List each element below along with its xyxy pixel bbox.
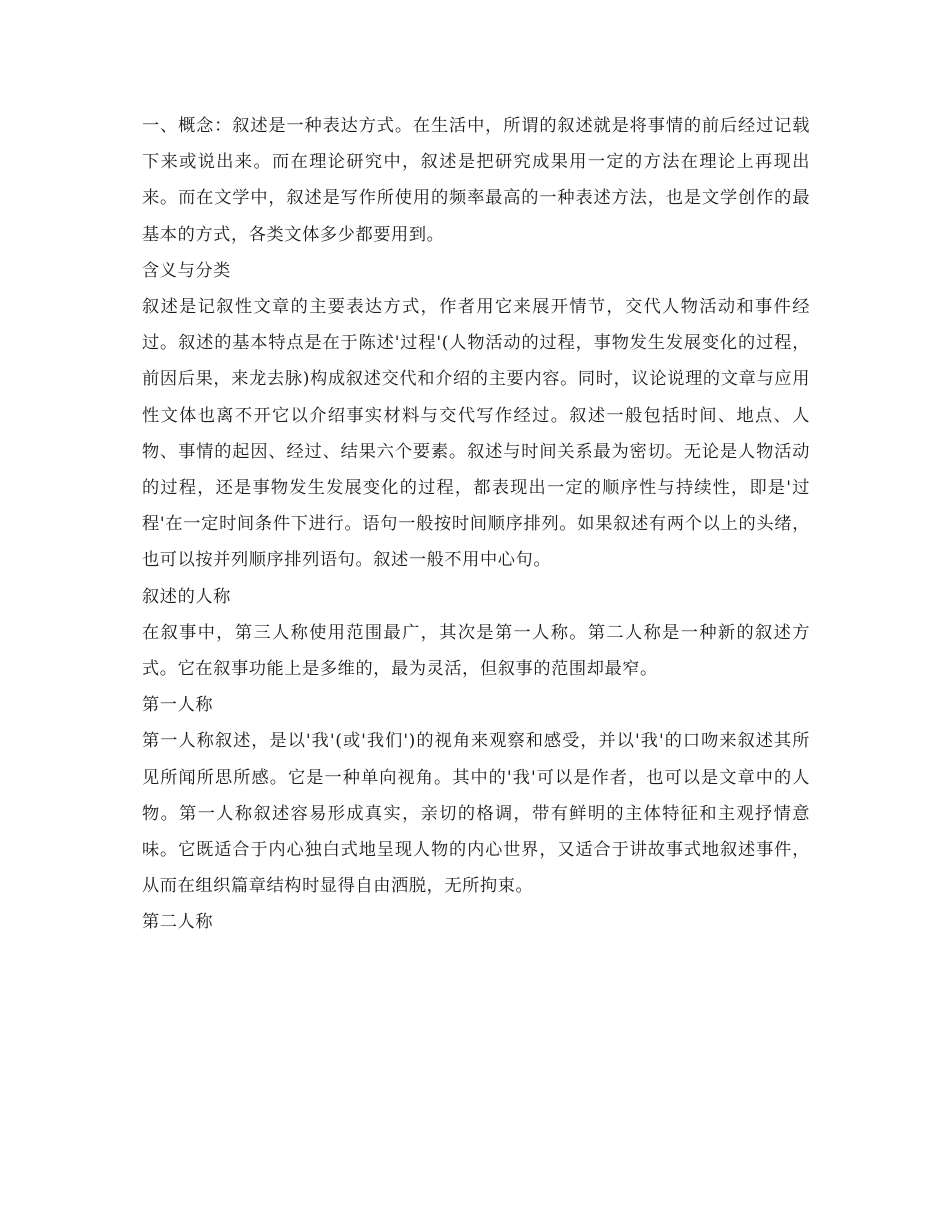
heading-second-person: 第二人称: [142, 912, 214, 933]
paragraph-concept: 一、概念：叙述是一种表达方式。在生活中，所谓的叙述就是将事情的前后经过记载下来或说出来。而在理论研究中，叙述是把研究成果用一定的方法在理论上再现出来。而在文学中，叙述是写作所使用的频率最高的一种表述方法，也是文学创作的最基本的方式，各类文体多少都要用到。: [142, 116, 810, 245]
paragraph-first-person: 第一人称叙述，是以'我'(或'我们')的视角来观察和感受，并以'我'的口吻来叙述其所见所闻所思所感。它是一种单向视角。其中的'我'可以是作者，也可以是文章中的人物。第一人称叙述容易形成真实，亲切的格调，带有鲜明的主体特征和主观抒情意味。它既适合于内心独白式地呈现人物的内心世界，又适合于讲故事式地叙述事件，从而在组织篇章结构时显得自由洒脱，无所拘束。: [142, 731, 810, 897]
document-body: [142, 108, 810, 941]
paragraph-narrative-person: 在叙事中，第三人称使用范围最广，其次是第一人称。第二人称是一种新的叙述方式。它在叙事功能上是多维的，最为灵活，但叙事的范围却最窄。: [142, 622, 810, 680]
heading-meaning-and-classification: 含义与分类: [142, 260, 231, 281]
heading-narrative-person: 叙述的人称: [142, 586, 231, 607]
paragraph-meaning: 叙述是记叙性文章的主要表达方式，作者用它来展开情节，交代人物活动和事件经过。叙述的基本特点是在于陈述'过程'(人物活动的过程，事物发生发展变化的过程，前因后果，来龙去脉)构成叙述交代和介绍的主要内容。同时，议论说理的文章与应用性文体也离不开它以介绍事实材料与交代写作经过。叙述一般包括时间、地点、人物、事情的起因、经过、结果六个要素。叙述与时间关系最为密切。无论是人物活动的过程，还是事物发生发展变化的过程，都表现出一定的顺序性与持续性，即是'过程'在一定时间条件下进行。语句一般按时间顺序排列。如果叙述有两个以上的头绪，也可以按并列顺序排列语句。叙述一般不用中心句。: [142, 297, 810, 571]
heading-first-person: 第一人称: [142, 695, 214, 716]
